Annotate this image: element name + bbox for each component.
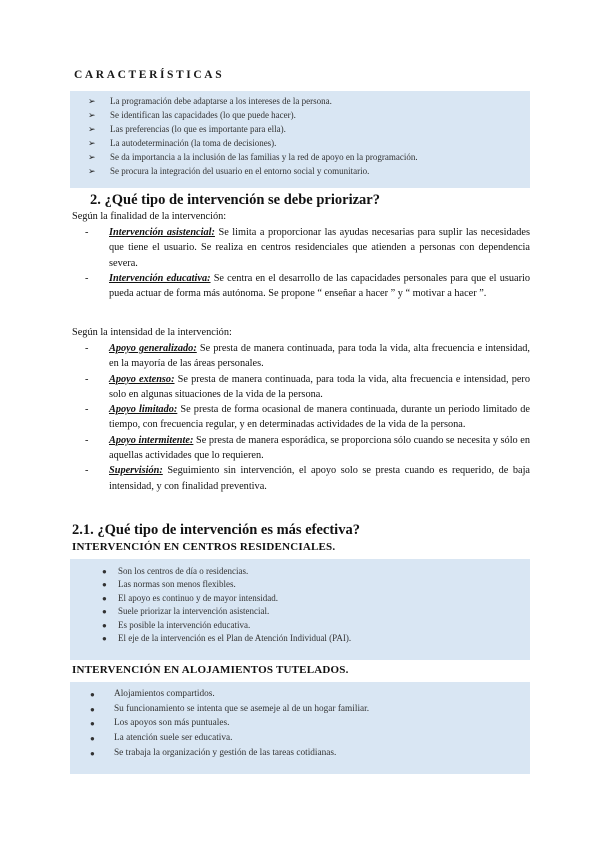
list-item-text: Su funcionamiento se intenta que se asemeje al de un hogar familiar.	[114, 703, 370, 714]
dot-bullet-icon: ●	[102, 607, 107, 617]
list-item-text: Las preferencias (lo que es importante para ella).	[110, 124, 286, 135]
list-item-text: Es posible la intervención educativa.	[118, 619, 251, 630]
list-item-term: Apoyo limitado:	[109, 404, 178, 416]
list-item	[70, 718, 530, 733]
centros-box	[70, 559, 530, 660]
list-item-text: Las normas son menos flexibles.	[118, 579, 236, 590]
dot-bullet-icon: ●	[102, 567, 107, 576]
list-item	[85, 463, 530, 494]
list-item	[85, 271, 530, 302]
section-2-1-title: 2.1. ¿Qué tipo de intervención es más efectiva?	[72, 522, 360, 538]
dot-bullet-icon: ●	[90, 690, 95, 699]
centros-heading: INTERVENCIÓN EN CENTROS RESIDENCIALES.	[72, 541, 336, 553]
dot-bullet-icon: ●	[90, 719, 95, 729]
alojamientos-heading: INTERVENCIÓN EN ALOJAMIENTOS TUTELADOS.	[72, 664, 349, 676]
arrow-bullet-icon: ➢	[88, 96, 96, 106]
list-item	[70, 110, 530, 124]
list-item-text: Se limita a proporcionar las ayudas necesarias para suplir las necesidades que tiene el usuario. Se realiza en centros residenciales que atienden a personas con dependencia severa.	[109, 227, 530, 269]
list-item	[70, 689, 530, 704]
list-item-text: La atención suele ser educativa.	[114, 733, 233, 744]
list-item	[85, 341, 530, 372]
list-item	[70, 733, 530, 748]
dash-bullet: -	[85, 272, 89, 284]
list-item	[70, 579, 530, 592]
finalidad-list	[85, 225, 530, 301]
list-item-text: Suele priorizar la intervención asistencial.	[118, 606, 270, 617]
list-item	[70, 566, 530, 579]
list-item-text: La programación debe adaptarse a los intereses de la persona.	[110, 96, 332, 106]
section-2-title: 2. ¿Qué tipo de intervención se debe priorizar?	[90, 192, 380, 208]
alojamientos-box	[70, 682, 530, 774]
dash-bullet: -	[85, 434, 89, 446]
list-item-term: Apoyo generalizado:	[109, 343, 197, 354]
list-item-term: Apoyo extenso:	[109, 373, 175, 385]
list-item-text: Alojamientos compartidos.	[114, 689, 215, 699]
list-item-text: Se presta de manera continuada, para toda la vida, alta frecuencia e intensidad, en la mayoría de las áreas personales.	[109, 343, 531, 370]
arrow-bullet-icon: ➢	[88, 138, 96, 149]
list-item-term: Intervención asistencial:	[109, 227, 215, 238]
list-item	[70, 96, 530, 110]
list-item	[70, 166, 530, 180]
list-item	[70, 748, 530, 763]
list-item	[70, 138, 530, 152]
dash-bullet: -	[85, 404, 89, 416]
dot-bullet-icon: ●	[90, 734, 95, 744]
dot-bullet-icon: ●	[102, 580, 107, 590]
arrow-bullet-icon: ➢	[88, 124, 96, 135]
list-item	[70, 124, 530, 138]
dash-bullet: -	[85, 227, 89, 238]
list-item	[85, 433, 530, 464]
dot-bullet-icon: ●	[102, 593, 107, 603]
list-item	[85, 372, 530, 403]
list-item-term: Apoyo intermitente:	[109, 434, 194, 446]
list-item-text: El eje de la intervención es el Plan de Atención Individual (PAI).	[118, 632, 352, 643]
arrow-bullet-icon: ➢	[88, 110, 96, 121]
list-item-text: El apoyo es continuo y de mayor intensidad.	[118, 592, 278, 603]
list-item	[85, 225, 530, 271]
caracteristicas-box	[70, 91, 530, 188]
dash-bullet: -	[85, 373, 89, 385]
list-item	[70, 152, 530, 166]
list-item-text: Se presta de forma ocasional de manera continuada, durante un periodo limitado de tiempo, con frecuencia regular, y en determinadas actividades de la vida de la persona.	[109, 404, 530, 431]
list-item	[70, 593, 530, 606]
list-item-term: Intervención educativa:	[109, 272, 211, 284]
list-item-term: Supervisión:	[109, 465, 163, 477]
dot-bullet-icon: ●	[102, 620, 107, 630]
list-item-text: Son los centros de día o residencias.	[118, 566, 249, 576]
list-item	[70, 633, 530, 646]
dot-bullet-icon: ●	[90, 748, 95, 758]
list-item-text: Los apoyos son más puntuales.	[114, 718, 230, 729]
dash-bullet: -	[85, 465, 89, 477]
list-item	[70, 620, 530, 633]
list-item-text: Se procura la integración del usuario en el entorno social y comunitario.	[110, 166, 370, 177]
list-item	[70, 606, 530, 619]
intensidad-label: Según la intensidad de la intervención:	[72, 327, 232, 338]
list-item-text: La autodeterminación (la toma de decisiones).	[110, 138, 277, 149]
dash-bullet: -	[85, 343, 89, 354]
list-item-text: Se da importancia a la inclusión de las familias y la red de apoyo en la programación.	[110, 152, 418, 163]
list-item-text: Seguimiento sin intervención, el apoyo solo se presta cuando es requerido, de baja intensidad, y con finalidad preventiva.	[109, 465, 530, 492]
list-item-text: Se identifican las capacidades (lo que puede hacer).	[110, 110, 296, 121]
list-item	[70, 704, 530, 719]
dot-bullet-icon: ●	[102, 633, 107, 643]
arrow-bullet-icon: ➢	[88, 152, 96, 163]
list-item-text: Se centra en el desarrollo de las capacidades personales para que el usuario pueda actuar de forma más autónoma. Se propone “ enseñar a hacer ” y “ motivar a hacer ”.	[109, 272, 531, 300]
list-item-text: Se presta de manera esporádica, se proporciona sólo cuando se necesita y sólo en aquellas actividades que lo requieren.	[109, 434, 531, 462]
caracteristicas-heading: CARACTERÍSTICAS	[74, 69, 225, 81]
intensidad-list	[85, 341, 530, 494]
dot-bullet-icon: ●	[90, 704, 95, 714]
list-item-text: Se presta de manera continuada, para toda la vida, alta frecuencia e intensidad, pero solo en algunas situaciones de la vida de la persona.	[109, 373, 530, 400]
arrow-bullet-icon: ➢	[88, 166, 96, 177]
list-item-text: Se trabaja la organización y gestión de las tareas cotidianas.	[114, 747, 337, 758]
list-item	[85, 402, 530, 433]
finalidad-label: Según la finalidad de la intervención:	[72, 211, 227, 222]
